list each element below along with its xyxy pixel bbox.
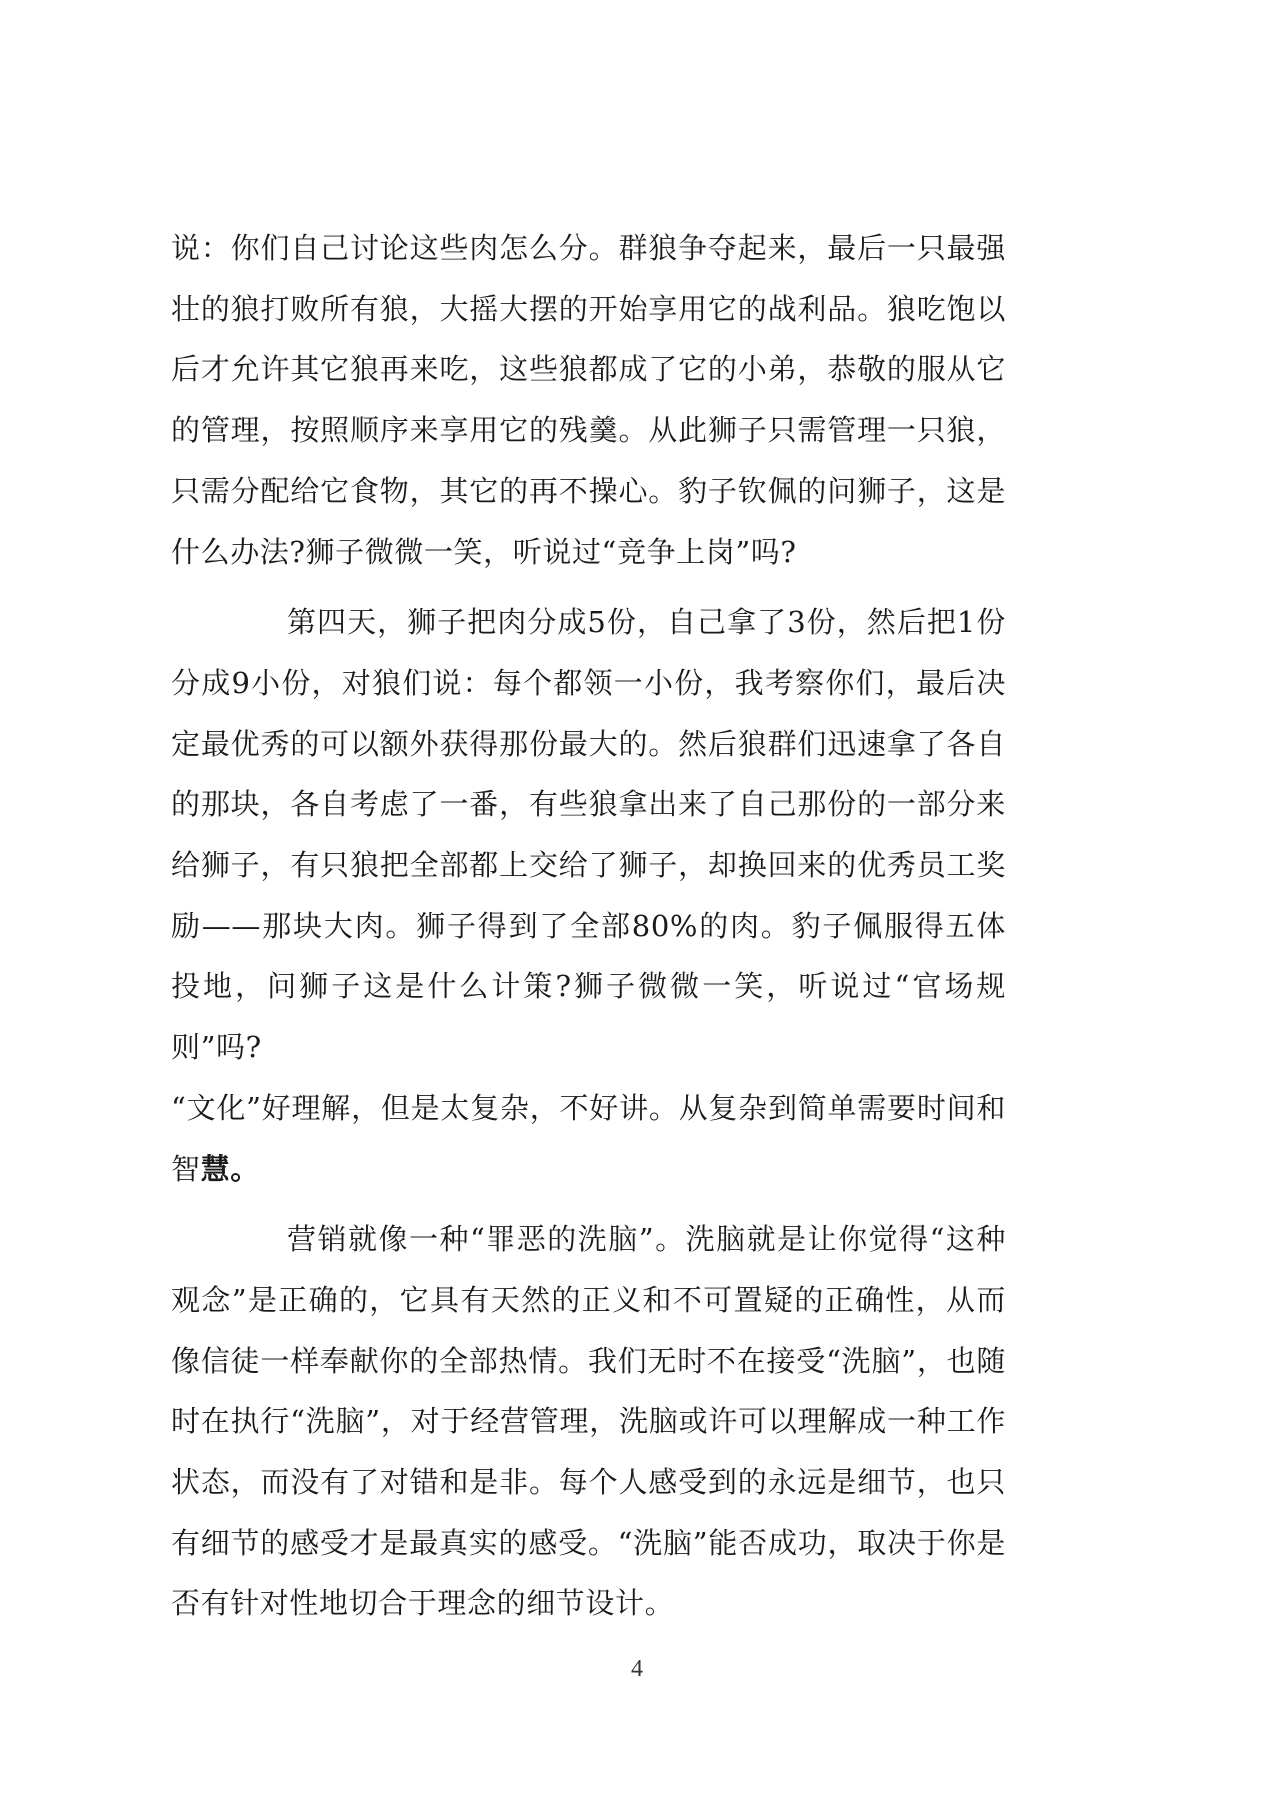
culture-text-tail: 慧。 (200, 1151, 260, 1186)
page-number: 4 (631, 1656, 643, 1682)
paragraph-culture (171, 1078, 1006, 1199)
paragraph-day-four: 第四天，狮子把肉分成5份，自己拿了3份，然后把1份分成9小份，对狼们说：每个都领一小份，我考察你们，最后决定最优秀的可以额外获得那份最大的。然后狼群们迅速拿了各自的那块，各自考虑了一番，有些狼拿出来了自己那份的一部分来给狮子，有只狼把全部都上交给了狮子，却换回来的优秀员工奖励——那块大肉。狮子得到了全部80%的肉。豹子佩服得五体投地，问狮子这是什么计策?狮子微微一笑，听说过“官场规则”吗? (171, 605, 1006, 1065)
document-body (171, 218, 1006, 1634)
paragraph-marketing-brainwash: 营销就像一种“罪恶的洗脑”。洗脑就是让你觉得“这种观念”是正确的，它具有天然的正义和不可置疑的正确性，从而像信徒一样奉献你的全部热情。我们无时不在接受“洗脑”，也随时在执行“洗脑”，对于经营管理，洗脑或许可以理解成一种工作状态，而没有了对错和是非。每个人感受到的永远是细节，也只有细节的感受才是最真实的感受。“洗脑”能否成功，取决于你是否有针对性地切合于理念的细节设计。 (171, 1222, 1006, 1621)
culture-text: “文化”好理解，但是太复杂，不好讲。从复杂到简单需要时间和智 (171, 1090, 1006, 1186)
paragraph-lion-wolves-competition: 说：你们自己讨论这些肉怎么分。群狼争夺起来，最后一只最强壮的狼打败所有狼，大摇大摆的开始享用它的战利品。狼吃饱以后才允许其它狼再来吃，这些狼都成了它的小弟，恭敬的服从它的管理，按照顺序来享用它的残羹。从此狮子只需管理一只狼，只需分配给它食物，其它的再不操心。豹子钦佩的问狮子，这是什么办法?狮子微微一笑，听说过“竞争上岗”吗? (171, 231, 1006, 569)
